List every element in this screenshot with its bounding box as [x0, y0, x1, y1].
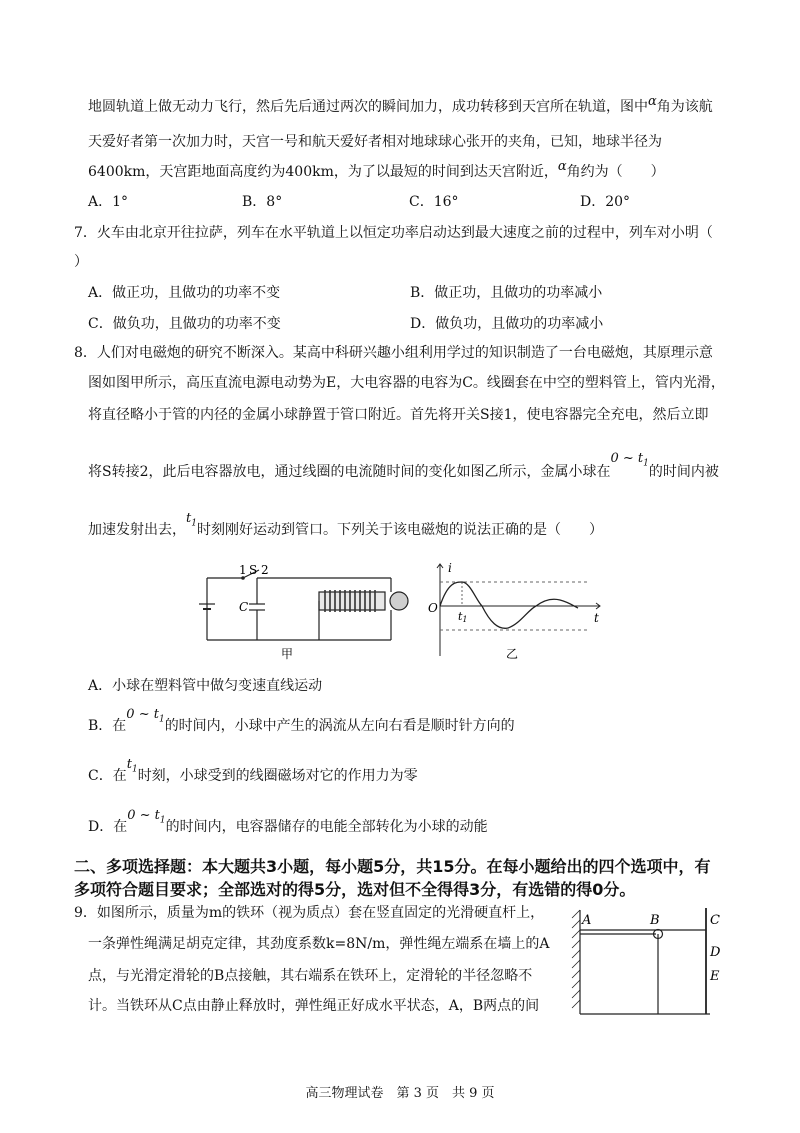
interval-0-t1-b: 0 ~ $t_1$ — [126, 707, 165, 725]
q8-line5a: 加速发射出去， — [88, 522, 186, 538]
q9-line2: 一条弹性绳满足胡克定律，其劲度系数k=8N/m，弹性绳左端系在墙上的A — [88, 936, 550, 952]
t1-tick-label: t1 — [458, 610, 468, 624]
q7-option-d: D．做负功，且做功的功率减小 — [410, 316, 604, 332]
q8-line4a: 将S转接2，此后电容器放电，通过线圈的电流随时间的变化如图乙所示，金属小球在 — [88, 464, 611, 480]
q6-line1 — [88, 94, 713, 118]
switch-pos1-label: 1 — [239, 563, 247, 577]
q7-line1: 7．火车由北京开往拉萨，列车在水平轨道上以恒定功率启动达到最大速度之前的过程中，列车对小明（ — [74, 225, 713, 241]
q8-option-b-post: 的时间内，小球中产生的涡流从左向右看是顺时针方向的 — [164, 718, 515, 734]
page-footer: 高三物理试卷 第 3 页 共 9 页 — [305, 1086, 495, 1101]
q8-option-b-pre: B．在 — [88, 718, 127, 734]
metal-ball — [390, 592, 408, 610]
q6-line1-text: 地圆轨道上做无动力飞行，然后先后通过两次的瞬间加力，成功转移到天宫所在轨道，图中 — [88, 99, 648, 115]
figure-q9 — [570, 904, 730, 1024]
i-axis-label: i — [448, 561, 452, 575]
q8-option-c — [88, 757, 418, 792]
q8-option-d-pre: D．在 — [88, 819, 128, 835]
q7-line2: ） — [74, 254, 88, 270]
figure-b-caption: 乙 — [506, 647, 519, 660]
label-e: E — [710, 969, 720, 984]
origin-label: O — [428, 601, 438, 615]
wall-hatching — [572, 910, 580, 1008]
capacitor-label: C — [239, 600, 249, 614]
section2-title-line1: 二、多项选择题：本大题共3小题，每小题5分，共15分。在每小题给出的四个选项中，有 — [74, 857, 711, 876]
alpha-symbol-2: α — [557, 159, 567, 174]
t1-symbol-c: $t_1$ — [126, 757, 138, 775]
figure-circuit — [195, 560, 415, 660]
q6-option-c: C．16° — [409, 194, 459, 210]
q8-line5b: 时刻刚好运动到管口。下列关于该电磁炮的说法正确的是（ ） — [196, 522, 603, 538]
q6-line2: 天爱好者第一次加力时，天宫一号和航天爱好者相对地球球心张开的夹角，已知，地球半径为 — [88, 134, 662, 150]
q7-option-b: B．做正功，且做功的功率减小 — [410, 285, 603, 301]
q8-option-d-post: 的时间内，电容器储存的电能全部转化为小球的动能 — [165, 819, 488, 835]
q8-option-c-post: 时刻，小球受到的线圈磁场对它的作用力为零 — [137, 768, 418, 784]
t-axis-label: t — [594, 611, 599, 625]
label-c: C — [710, 913, 720, 928]
q7-option-a: A．做正功，且做功的功率不变 — [88, 285, 281, 301]
alpha-symbol: α — [648, 94, 657, 109]
interval-sub: 1 — [643, 458, 649, 469]
q9-line4: 计。当铁环从C点由静止释放时，弹性绳正好成水平状态，A，B两点的间 — [88, 998, 540, 1014]
q6-line3 — [88, 159, 665, 183]
q8-option-a: A．小球在塑料管中做匀变速直线运动 — [88, 678, 323, 694]
t1-text: t — [186, 511, 192, 526]
q7-option-c: C．做负功，且做功的功率不变 — [88, 316, 281, 332]
q8-line4b: 的时间内被 — [648, 464, 719, 480]
label-a: A — [582, 913, 592, 928]
q8-line3: 将直径略小于管的内径的金属小球静置于管口附近。首先将开关S接1，使电容器完全充电，然后立即 — [88, 407, 709, 423]
q6-option-a: A．1° — [88, 194, 129, 210]
q8-line5 — [88, 511, 603, 546]
q8-line4 — [88, 451, 719, 488]
figure-a-caption: 甲 — [281, 647, 294, 660]
q8-option-c-pre: C．在 — [88, 768, 127, 784]
section2-title-line2: 多项符合题目要求；全部选对的得5分，选对但不全得得3分，有选错的得0分。 — [74, 880, 636, 899]
q6-option-d: D．20° — [580, 194, 631, 210]
q6-line1-end: 角为该航 — [656, 99, 713, 115]
switch-pos2-label: 2 — [261, 563, 269, 577]
q8-line2: 图如图甲所示，高压直流电源电动势为E，大电容器的电容为C。线圈套在中空的塑料管上，管内光滑， — [88, 375, 725, 391]
q8-line1: 8．人们对电磁炮的研究不断深入。某高中科研兴趣小组利用学过的知识制造了一台电磁炮，其原理示意 — [74, 345, 713, 361]
switch-label: S — [249, 563, 258, 577]
q6-option-b: B．8° — [242, 194, 283, 210]
interval-0-t1 — [611, 449, 649, 474]
t1-symbol — [186, 509, 197, 534]
interval-text: 0 ~ t — [610, 451, 644, 466]
q8-option-b — [88, 707, 515, 742]
q6-line3b: 角约为（ ） — [566, 164, 665, 180]
interval-0-t1-d: 0 ~ $t_1$ — [127, 808, 166, 826]
t1-sub: 1 — [191, 518, 197, 529]
label-b: B — [650, 913, 660, 928]
q8-option-d — [88, 808, 488, 843]
figure-current-graph — [428, 560, 608, 660]
label-d: D — [710, 945, 721, 960]
q9-line3: 点，与光滑定滑轮的B点接触，其右端系在铁环上，定滑轮的半径忽略不 — [88, 968, 533, 984]
q9-line1: 9．如图所示，质量为m的铁环（视为质点）套在竖直固定的光滑硬直杆上， — [74, 905, 545, 921]
q6-line3a: 6400km，天宫距地面高度约为400km，为了以最短的时间到达天宫附近， — [88, 164, 558, 180]
